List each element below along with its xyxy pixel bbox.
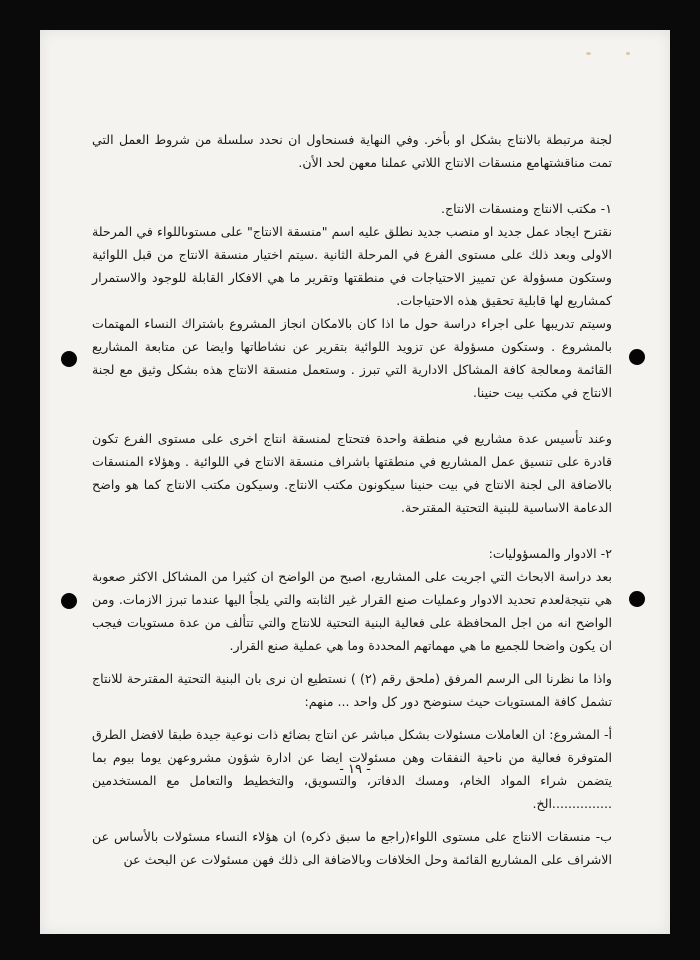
paragraph-intro: لجنة مرتبطة بالانتاج بشكل او بأخر. وفي النهاية فسنحاول ان نحدد سلسلة من شروط العمل التي تمت مناقشتهامع منسقات الانتاج اللاتي عملنا معهن لحد الأن. <box>92 132 612 170</box>
paper-stain <box>586 52 591 55</box>
punch-hole <box>629 591 645 607</box>
document-body <box>92 128 612 871</box>
paragraph-coordinator-training: وسيتم تدريبها على اجراء دراسة حول ما اذا كان بالامكان انجاز المشروع باشتراك النساء المهتمات بالمشروع . وستكون مسؤولة عن تزويد اللوائية بتقرير عن نشاطاتها وايضا عن متابعة المشاريع القائمة ومعالجة كافة المشاكل الادارية التي تبرز . وستعمل منسقة الانتاج هذه بشكل وثيق مع لجنة الانتاج في مكتب بيت حنينا. <box>92 316 612 400</box>
paper-stain <box>626 52 630 55</box>
paragraph-project-level: أ- المشروع: ان العاملات مسئولات بشكل مباشر عن انتاج بضائع ذات نوعية جيدة طبقا لافضل الطرق المتوفرة فعالية من ناحية النفقات وهن مسئولات ايضا عن ادارة شؤون مشروعهن يوما بيوم بما يتضمن شراء المواد الخام، ومسك الدفاتر، والتسويق، والتخطيط والتعامل مع المستخدمين ...............الخ. <box>92 727 612 811</box>
paragraph-roles-study: بعد دراسة الابحاث التي اجريت على المشاريع، اصبح من الواضح ان كثيرا من المشاكل الاكثر صعوبة هي نتيجةلعدم تحديد الادوار وعمليات صنع القرار غير الثابته والتي يلجأ اليها عندما تبرز الازمات. ومن الواضح انه من اجل المحافظة على فعالية البنية التحتية للانتاج والتي تتألف من عدة مستويات فيجب ان يكون واضحا للجميع ما هي مهماتهم المحددة وما هي عملية صنع القرار. <box>92 569 612 653</box>
paragraph-coordinator-role: نقترح ايجاد عمل جديد او منصب جديد نطلق عليه اسم "منسقة الانتاج" على مستوىاللواء في المرحلة الاولى وبعد ذلك على مستوى الفرع في المرحلة الثانية .سيتم اختيار منسقة الانتاج من قبل اللوائية وستكون مسؤولة عن تمييز الاحتياجات في منطقتها وتقرير ما هي الافكار القابلة للوجود والاستمرار كمشاريع لها قابلية تحقيق هذه الاحتياجات. <box>92 224 612 308</box>
page-number: - ١٩ - <box>339 762 371 777</box>
paragraph-district-coordinators: ب- منسقات الانتاج على مستوى اللواء(راجع ما سبق ذكره) ان هؤلاء النساء مسئولات بالأساس عن الاشراف على المشاريع القائمة وحل الخلافات وبالاضافة الى ذلك فهن مسئولات عن البحث عن <box>92 829 612 867</box>
paragraph-attached-diagram: واذا ما نظرنا الى الرسم المرفق (ملحق رقم (٢) ) نستطيع ان نرى بان البنية التحتية المقترحة للانتاج تشمل كافة المستويات حيث سنوضح دور كل واحد ... منهم: <box>92 671 613 709</box>
punch-hole <box>61 593 77 609</box>
document-page <box>40 30 670 934</box>
section-heading-roles: ٢- الادوار والمسؤوليات: <box>488 546 612 561</box>
paragraph-branch-coordinators: وعند تأسيس عدة مشاريع في منطقة واحدة فتحتاج لمنسقة انتاج اخرى على مستوى الفرع تكون قادرة على تنسيق عمل المشاريع في منطقتها باشراف منسقة الانتاج في اللوائية . وهؤلاء المنسقات بالاضافة الى لجنة الانتاج في بيت حنينا سيكونون مكتب الانتاج. وسيكون مكتب الانتاج كما هو واضح الدعامة الاساسية للبنية التحتية المقترحة. <box>92 431 612 515</box>
punch-hole <box>629 349 645 365</box>
section-heading-production-office: ١- مكتب الانتاج ومنسقات الانتاج. <box>440 201 612 216</box>
punch-hole <box>61 351 77 367</box>
